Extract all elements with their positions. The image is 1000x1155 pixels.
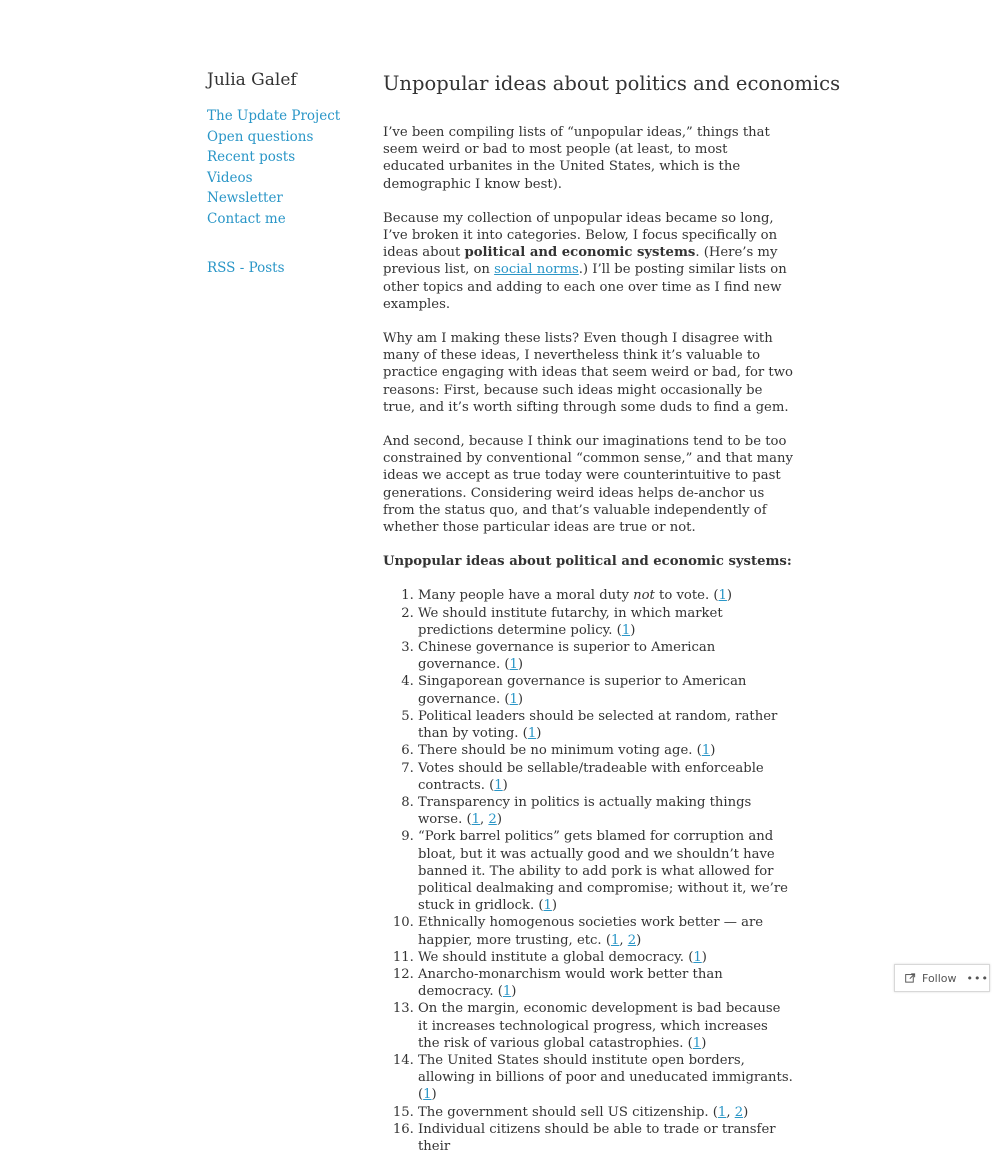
- list-item-text: On the margin, economic development is bad because it increases technological progress, which increases the risk of various global catastrophies.: [418, 1001, 781, 1051]
- why-paragraph: Why am I making these lists? Even though I disagree with many of these ideas, I nevertheless think it’s valuable to practice engaging with ideas that seem weird or bad, for two reasons: First, because such ideas might occasionally be true, and it’s worth sifting through some duds to find a gem.: [383, 331, 793, 415]
- list-item: 7. Votes should be sellable/tradeable with enforceable contracts. (1): [418, 760, 793, 794]
- list-item-text: to vote.: [654, 588, 710, 604]
- menu-item-update-project: [207, 106, 340, 127]
- list-item-text: The United States should institute open borders, allowing in billions of poor and uneducated immigrants.: [418, 1052, 793, 1086]
- intro-paragraph: I’ve been compiling lists of “unpopular ideas,” things that seem weird or bad to most people (at least, to most educated urbanites in the United States, which is the demographic I know best).: [383, 125, 770, 192]
- list-item: 4. Singaporean governance is superior to American governance. (1): [418, 673, 793, 707]
- list-heading: Unpopular ideas about political and economic systems:: [383, 554, 792, 570]
- list-item-text: Anarcho-monarchism would work better than democracy.: [418, 966, 723, 1000]
- list-item: [418, 1121, 793, 1155]
- list-item: 6. There should be no minimum voting age. (1): [418, 742, 793, 759]
- source-link[interactable]: 1: [423, 1087, 432, 1103]
- menu-item-videos: [207, 168, 340, 189]
- menu-link[interactable]: Contact me: [207, 210, 286, 227]
- source-link[interactable]: 1: [502, 984, 512, 1000]
- second-reason-paragraph: And second, because I think our imaginations tend to be too constrained by conventional “common sense,” and that many ideas we accept as true today were counterintuitive to past generations. Considering weird ideas helps de-anchor us from the status quo, and that’s valuable independently of whether those particular ideas are true or not.: [383, 434, 793, 536]
- ideas-list: [383, 587, 793, 1155]
- menu-link[interactable]: The Update Project: [207, 108, 341, 124]
- source-link[interactable]: 1: [471, 812, 481, 828]
- list-item: 9. “Pork barrel politics” gets blamed for corruption and bloat, but it was actually good and we shouldn’t have banned it. The ability to add pork is what allowed for political dealmaking and compromise; without it, we’re stuck in gridlock. (1): [418, 828, 793, 914]
- list-item-text: “Pork barrel politics” gets blamed for corruption and bloat, but it was actually good and we shouldn’t have banned it. The ability to add pork is what allowed for political dealmaking and compromise; without it, we’re stuck in gridlock.: [418, 829, 788, 914]
- list-item: 11. We should institute a global democracy. (1): [418, 949, 793, 966]
- list-item-text: Individual citizens should be able to trade or transfer their: [418, 1121, 776, 1154]
- more-options-icon[interactable]: •••: [966, 971, 989, 985]
- source-link[interactable]: 1: [527, 726, 537, 742]
- list-item-text: We should institute futarchy, in which market predictions determine policy.: [418, 605, 723, 638]
- post-title: Unpopular ideas about politics and economics: [383, 72, 841, 95]
- rss-posts-link[interactable]: RSS - Posts: [207, 260, 285, 276]
- source-link[interactable]: 1: [494, 777, 503, 793]
- post-content: [383, 72, 841, 1155]
- source-link[interactable]: 1: [621, 622, 631, 638]
- menu-item-contact: [207, 209, 340, 230]
- menu-item-recent-posts: [207, 147, 340, 168]
- list-item-text: Many people have a moral duty: [418, 588, 634, 604]
- site-title[interactable]: Julia Galef: [207, 70, 297, 90]
- menu-link[interactable]: Newsletter: [207, 190, 283, 206]
- paragraph-text: Because my collection of unpopular ideas became so long, I’ve broken it into categories. Below, I focus specifically on ideas about: [383, 210, 778, 261]
- menu-link[interactable]: Recent posts: [207, 149, 296, 165]
- list-item: 1. Many people have a moral duty not to vote. (1): [418, 587, 793, 604]
- menu-link[interactable]: Videos: [207, 169, 253, 186]
- emphasis-text: not: [633, 588, 655, 604]
- social-norms-link[interactable]: social norms: [494, 262, 579, 278]
- list-item: 12. Anarcho-monarchism would work better than democracy. (1): [418, 966, 793, 1000]
- source-link[interactable]: 2: [734, 1104, 744, 1120]
- source-link[interactable]: 1: [509, 657, 518, 673]
- source-link[interactable]: 2: [488, 812, 497, 828]
- list-item-text: Chinese governance is superior to American governance.: [418, 640, 716, 673]
- source-link[interactable]: 1: [693, 949, 702, 965]
- list-item: 8. Transparency in politics is actually making things worse. (1, 2): [418, 794, 793, 828]
- list-item-text: The government should sell US citizenship.: [418, 1104, 709, 1120]
- list-item: 14. The United States should institute open borders, allowing in billions of poor and uneducated immigrants. (1): [418, 1052, 793, 1104]
- list-item-text: Ethnically homogenous societies work better — are happier, more trusting, etc.: [418, 915, 764, 948]
- paragraph-text: .) I’ll be posting similar lists on other topics and adding to each one over time as I find new examples.: [383, 262, 787, 312]
- menu-item-newsletter: [207, 188, 340, 209]
- list-item: 2. We should institute futarchy, in which market predictions determine policy. (1): [418, 605, 793, 639]
- main-menu: [207, 106, 340, 229]
- list-item: 15. The government should sell US citizenship. (1, 2): [418, 1104, 793, 1121]
- list-item-text: Political leaders should be selected at random, rather than by voting.: [418, 708, 778, 742]
- list-item: 3. Chinese governance is superior to American governance. (1): [418, 639, 793, 673]
- list-item-text: Singaporean governance is superior to American governance.: [418, 674, 747, 707]
- source-link[interactable]: 1: [610, 932, 620, 948]
- list-item: 10. Ethnically homogenous societies work better — are happier, more trusting, etc. (1, 2): [418, 914, 793, 948]
- source-link[interactable]: 1: [701, 743, 711, 759]
- follow-label: Follow: [922, 971, 957, 985]
- list-item-text: Votes should be sellable/tradeable with enforceable contracts.: [418, 760, 764, 793]
- source-link[interactable]: 1: [692, 1035, 702, 1051]
- paragraph-text: . (Here’s my previous list, on: [383, 245, 778, 278]
- list-item-text: Transparency in politics is actually making things worse.: [418, 794, 752, 828]
- list-item: 5. Political leaders should be selected at random, rather than by voting. (1): [418, 708, 793, 742]
- list-item: 13. On the margin, economic development is bad because it increases technological progress, which increases the risk of various global catastrophies. (1): [418, 1000, 793, 1052]
- menu-link[interactable]: Open questions: [207, 128, 314, 145]
- source-link[interactable]: 1: [717, 1104, 727, 1120]
- categories-paragraph: [383, 210, 793, 313]
- follow-icon: [905, 971, 916, 985]
- list-item-text: There should be no minimum voting age.: [418, 743, 693, 759]
- menu-item-open-questions: [207, 127, 340, 148]
- source-link[interactable]: 2: [627, 932, 637, 948]
- source-link[interactable]: 1: [509, 691, 518, 707]
- source-link[interactable]: 1: [718, 588, 727, 604]
- source-link[interactable]: 1: [543, 898, 552, 914]
- list-item-text: We should institute a global democracy.: [418, 949, 684, 965]
- bold-text: political and economic systems: [464, 245, 696, 261]
- follow-button[interactable]: [894, 964, 990, 992]
